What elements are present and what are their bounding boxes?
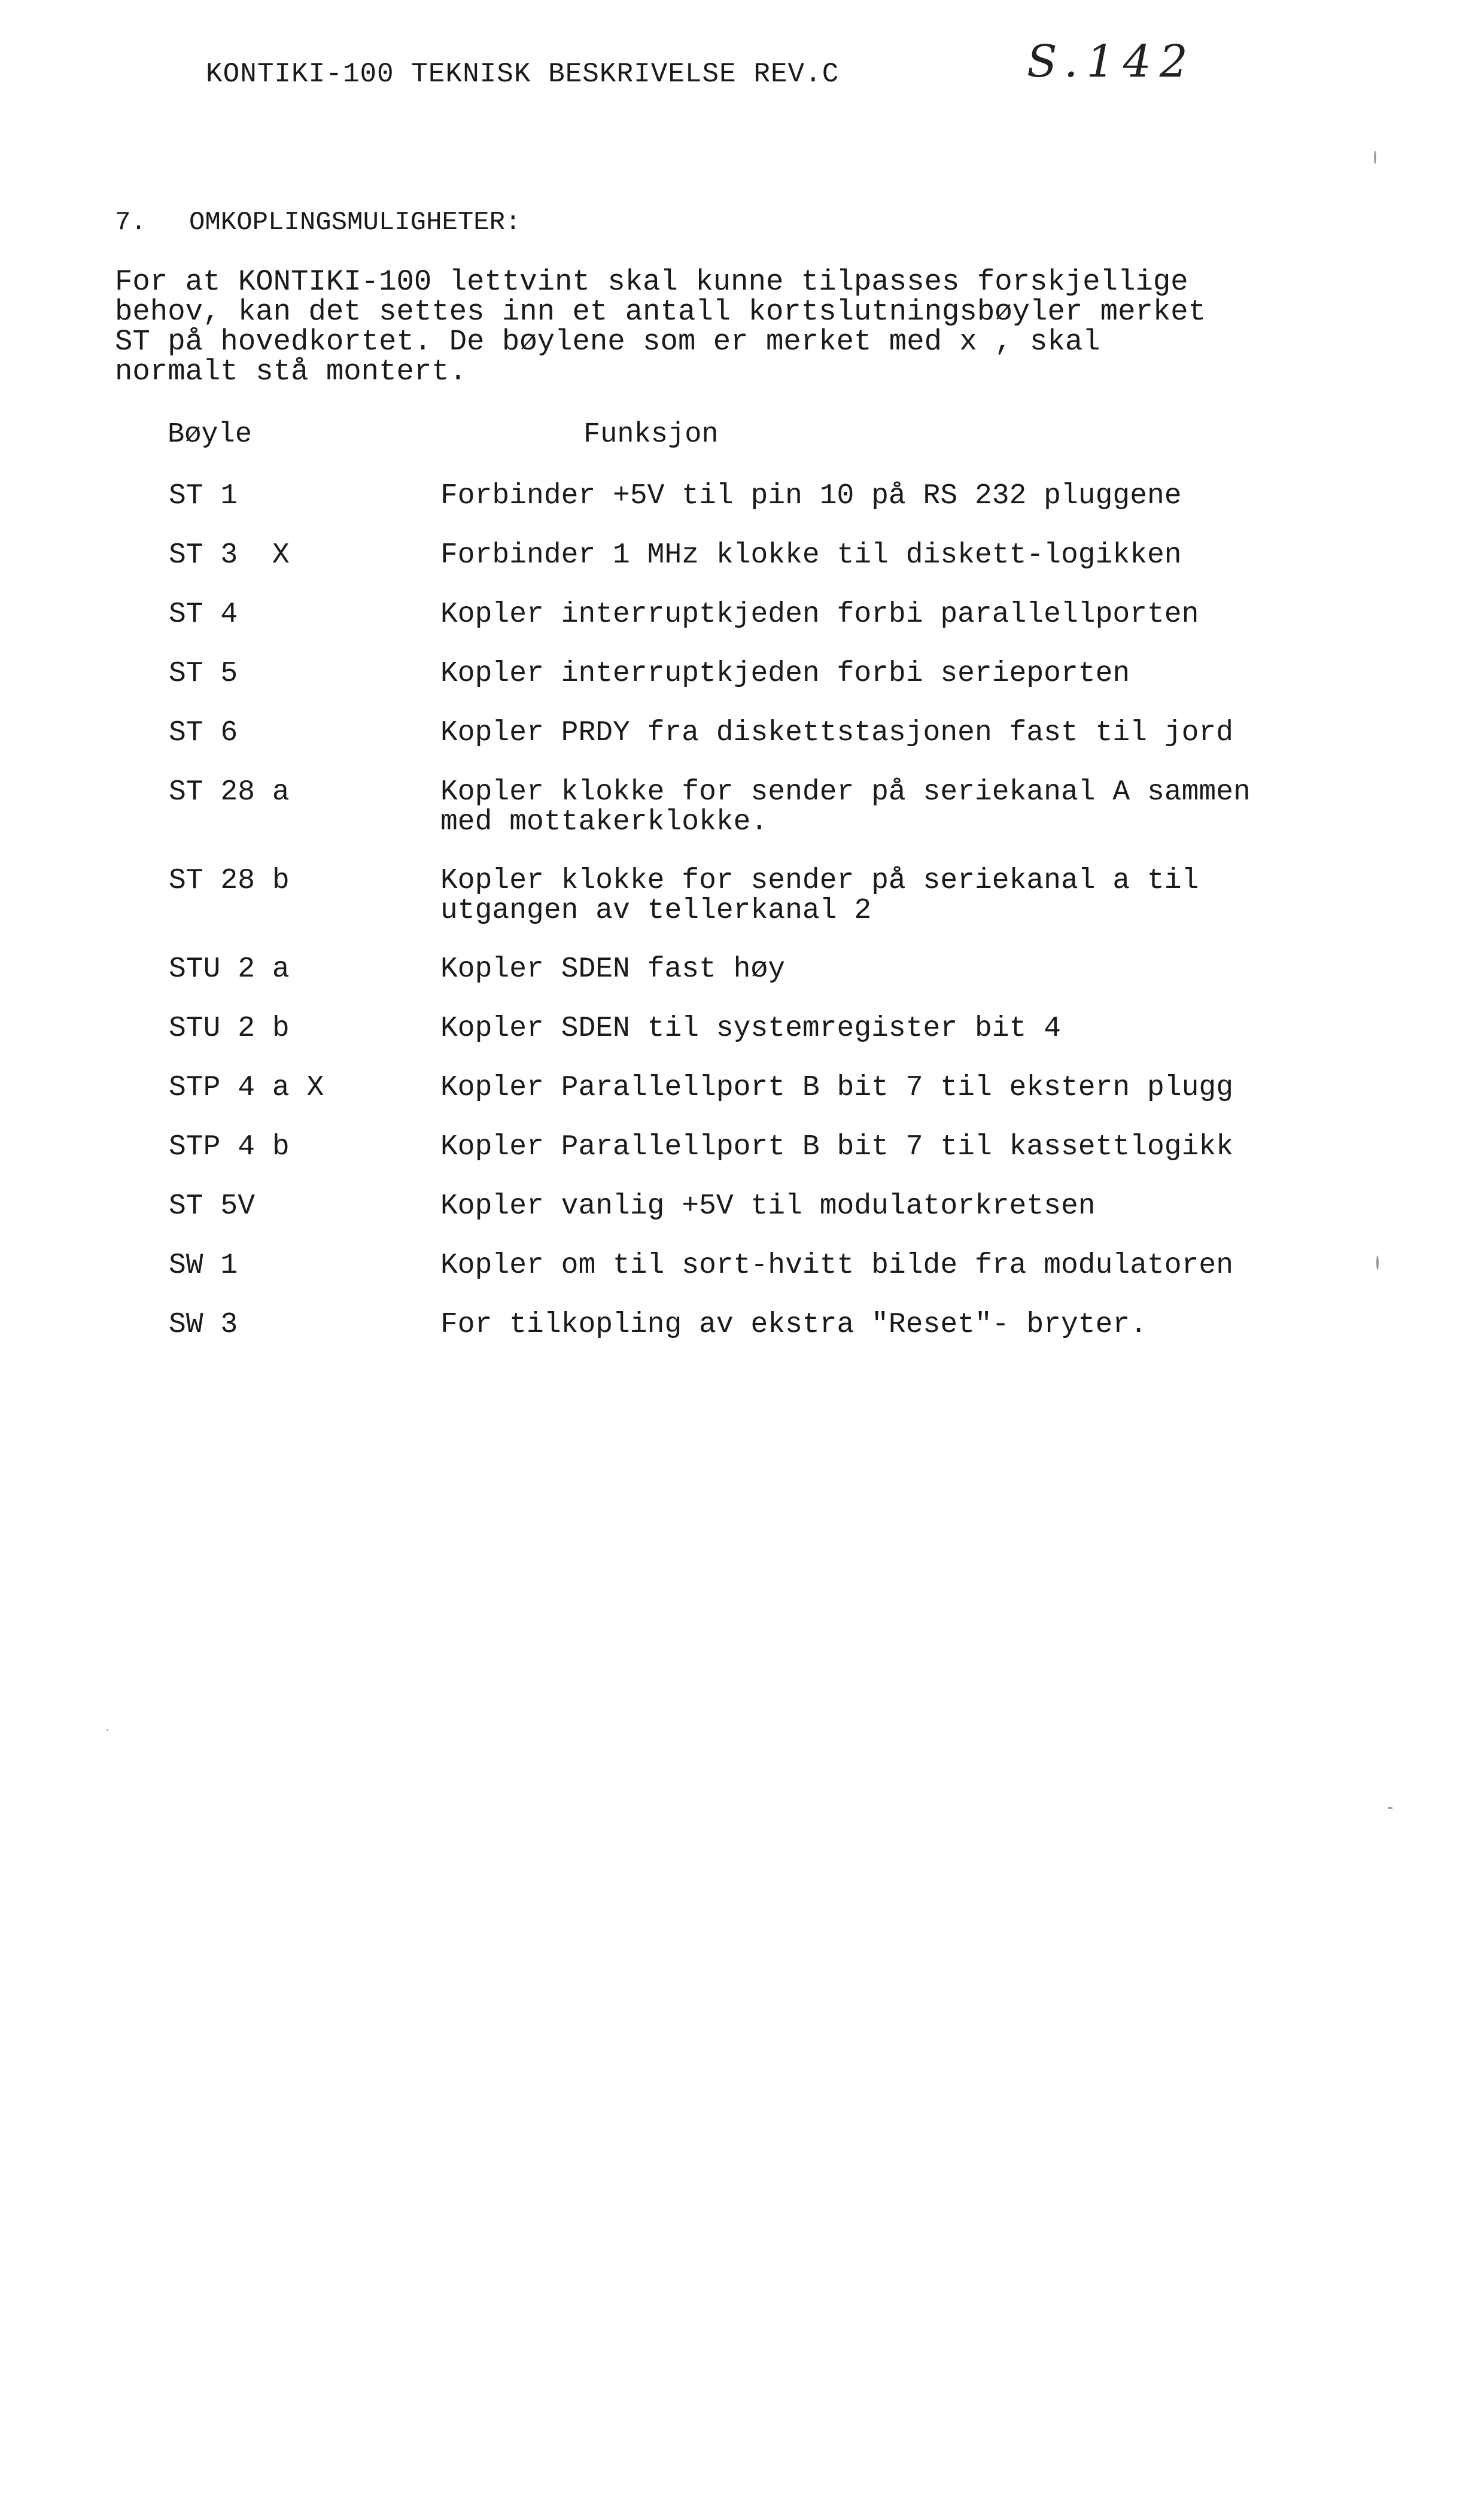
jumper-label: ST 3 X (169, 539, 290, 571)
jumper-function-line: Kopler interruptkjeden forbi serieporten (440, 658, 1130, 690)
document-header-title: KONTIKI-100 TEKNISK BESKRIVELSE REV.C (206, 59, 840, 90)
jumper-function-line: utgangen av tellerkanal 2 (440, 895, 872, 927)
jumper-function (440, 777, 1251, 837)
column-header-function: Funksjon (583, 419, 719, 451)
scan-speck (1376, 1255, 1379, 1270)
jumper-function-line: Kopler interruptkjeden forbi parallellporten (440, 598, 1199, 631)
jumper-function (440, 1310, 1147, 1340)
scan-speck (1387, 1807, 1393, 1809)
jumper-function (440, 1132, 1233, 1162)
column-header-jumper: Bøyle (168, 419, 253, 451)
intro-line: ST på hovedkortet. De bøylene som er merket med x , skal (115, 325, 1100, 358)
section-number: 7. (115, 208, 147, 238)
section-heading (115, 208, 521, 238)
jumper-function-line: Kopler PRDY fra diskettstasjonen fast til jord (440, 717, 1234, 749)
jumper-function-line: Kopler SDEN fast høy (440, 953, 786, 986)
intro-line: behov, kan det settes inn et antall kortslutningsbøyler merket (115, 295, 1206, 329)
jumper-label: ST 28 b (169, 865, 290, 897)
jumper-function-line: Kopler Parallellport B bit 7 til ekstern plugg (440, 1072, 1234, 1104)
jumper-function (440, 954, 785, 984)
jumper-function (440, 1251, 1233, 1281)
scan-speck (1374, 151, 1376, 164)
jumper-function (440, 866, 1199, 926)
jumper-label: ST 1 (169, 480, 238, 512)
jumper-function (440, 600, 1199, 629)
jumper-function-line: For tilkopling av ekstra "Reset"- bryter. (440, 1309, 1147, 1341)
jumper-function (440, 659, 1130, 689)
jumper-function-line: Kopler Parallellport B bit 7 til kassettlogikk (440, 1131, 1234, 1163)
jumper-label: STP 4 b (169, 1131, 290, 1163)
jumper-function-line: Forbinder 1 MHz klokke til diskett-logikken (440, 539, 1182, 571)
jumper-label: SW 1 (169, 1249, 238, 1282)
jumper-label: ST 5 (169, 658, 238, 690)
jumper-function-line: Kopler SDEN til systemregister bit 4 (440, 1012, 1061, 1045)
jumper-label: STU 2 b (169, 1012, 290, 1045)
jumper-function (440, 481, 1182, 511)
jumper-function-line: med mottakerklokke. (440, 806, 768, 838)
intro-line: For at KONTIKI-100 lettvint skal kunne tilpasses forskjellige (115, 265, 1188, 299)
jumper-function-line: Kopler klokke for sender på seriekanal a til (440, 865, 1199, 897)
jumper-label: ST 28 a (169, 776, 290, 808)
intro-line: normalt stå montert. (115, 355, 467, 388)
jumper-function (440, 1014, 1061, 1044)
jumper-function (440, 718, 1233, 748)
jumper-label: ST 6 (169, 717, 238, 749)
jumper-label: ST 4 (169, 598, 238, 631)
jumper-function-line: Kopler klokke for sender på seriekanal A sammen (440, 776, 1251, 808)
jumper-label: STP 4 a X (169, 1072, 324, 1104)
jumper-function-line: Forbinder +5V til pin 10 på RS 232 pluggene (440, 480, 1182, 512)
jumper-function-line: Kopler vanlig +5V til modulatorkretsen (440, 1190, 1096, 1222)
jumper-function-line: Kopler om til sort-hvitt bilde fra modulatoren (440, 1249, 1234, 1282)
jumper-label: ST 5V (169, 1190, 256, 1222)
jumper-label: SW 3 (169, 1309, 238, 1341)
jumper-label: STU 2 a (169, 953, 290, 986)
scan-speck (107, 1729, 108, 1731)
section-title: OMKOPLINGSMULIGHETER: (189, 208, 521, 238)
jumper-function (440, 1191, 1096, 1221)
jumper-function (440, 1073, 1233, 1103)
handwritten-page-number: S.142 (1027, 36, 1196, 87)
jumper-function (440, 540, 1182, 570)
intro-paragraph (115, 267, 1312, 387)
